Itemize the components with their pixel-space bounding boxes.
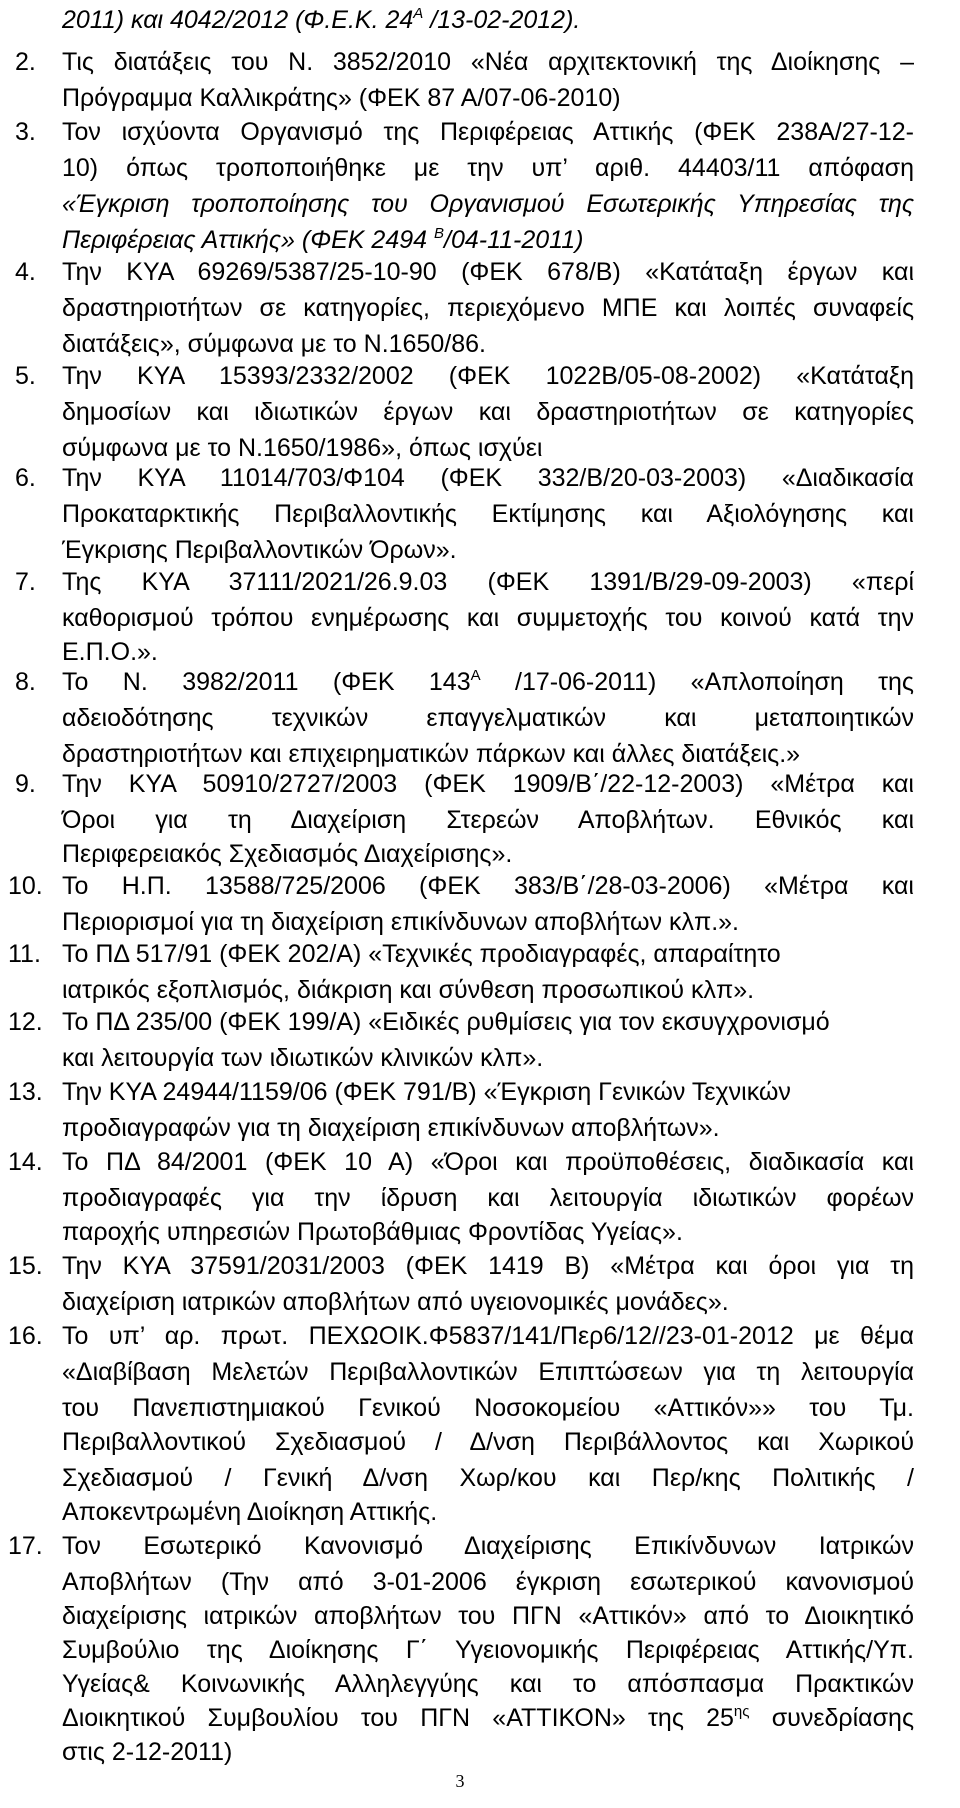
superscript: Α [413,5,424,22]
list-item-line [62,222,583,258]
list-item-line: Το υπ’ αρ. πρωτ. ΠΕΧΩΟΙΚ.Φ5837/141/Περ6/12//23-01-2012 με θέμα [62,1322,914,1350]
list-item-line: Υγείας& Κοινωνικής Αλληλεγγύης και το απόσπασμα Πρακτικών [62,1670,914,1698]
list-item-line: «Διαβίβαση Μελετών Περιβαλλοντικών Επιπτώσεων για τη λειτουργία [62,1358,914,1386]
list-item-line: διαχείριση ιατρικών αποβλήτων από υγειονομικές μονάδες». [62,1288,729,1316]
list-number: 4. [15,258,36,286]
page-number: 3 [455,1771,465,1791]
list-item-line: Ε.Π.Ο.». [62,638,158,666]
list-item-line: Συμβούλιο της Διοίκησης Γ΄ Υγειονομικής Περιφέρειας Αττικής/Υπ. [62,1636,914,1664]
superscript: Β [434,225,445,242]
list-item-line: Τον ισχύοντα Οργανισμό της Περιφέρειας Αττικής (ΦΕΚ 238Α/27-12- [62,118,914,146]
list-item-line: Το ΠΔ 84/2001 (ΦΕΚ 10 Α) «Όροι και προϋποθέσεις, διαδικασία και [62,1148,914,1176]
list-item-line: Την ΚΥΑ 24944/1159/06 (ΦΕΚ 791/Β) «Έγκριση Γενικών Τεχνικών [62,1078,791,1106]
list-item-line [62,1700,914,1736]
text-run: /13-02-2012). [423,6,581,34]
list-item-line: διατάξεις», σύμφωνα με το Ν.1650/86. [62,330,486,358]
list-item-line: προδιαγραφών για τη διαχείριση επικίνδυνων αποβλήτων». [62,1114,720,1142]
list-number: 8. [15,668,36,696]
list-item-line: Την ΚΥΑ 37591/2031/2003 (ΦΕΚ 1419 Β) «Μέτρα και όροι για τη [62,1252,914,1280]
list-number: 17. [8,1532,43,1560]
list-item-line: Τον Εσωτερικό Κανονισμό Διαχείρισης Επικίνδυνων Ιατρικών [62,1532,914,1560]
text-run: 2011) και 4042/2012 (Φ.Ε.Κ. 24 [62,6,414,34]
list-item-line: διαχείρισης ιατρικών αποβλήτων του ΠΓΝ «Αττικόν» από το Διοικητικό [62,1602,914,1630]
list-item-line: Όροι για τη Διαχείριση Στερεών Αποβλήτων. Εθνικός και [62,806,914,834]
list-item-line: Περιορισμοί για τη διαχείριση επικίνδυνων αποβλήτων κλπ.». [62,908,739,936]
list-item-line: ιατρικός εξοπλισμός, διάκριση και σύνθεση προσωπικού κλπ». [62,976,755,1004]
list-item-line: Τις διατάξεις του Ν. 3852/2010 «Νέα αρχιτεκτονική της Διοίκησης – [62,48,914,76]
list-number: 7. [15,568,36,596]
list-item-line: αδειοδότησης τεχνικών επαγγελματικών και μεταποιητικών [62,704,914,732]
list-number: 3. [15,118,36,146]
list-item-line: δραστηριοτήτων σε κατηγορίες, περιεχόμενο ΜΠΕ και λοιπές συναφείς [62,294,914,322]
list-item-line: στις 2-12-2011) [62,1738,233,1766]
list-number: 16. [8,1322,43,1350]
list-item-line: Το Η.Π. 13588/725/2006 (ΦΕΚ 383/Β΄/28-03-2006) «Μέτρα και [62,872,914,900]
list-item-line: Την ΚΥΑ 69269/5387/25-10-90 (ΦΕΚ 678/Β) «Κατάταξη έργων και [62,258,914,286]
list-number: 11. [8,940,41,968]
list-number: 10. [8,872,43,900]
list-item-line: καθορισμού τρόπου ενημέρωσης και συμμετοχής του κοινού κατά την [62,604,914,632]
superscript: ης [733,1703,750,1720]
list-item-line: Την ΚΥΑ 50910/2727/2003 (ΦΕΚ 1909/Β΄/22-12-2003) «Μέτρα και [62,770,914,798]
text-run: Το Ν. 3982/2011 (ΦΕΚ 143 [62,668,471,696]
list-number: 13. [8,1078,43,1106]
continuation-line [62,2,580,38]
list-item-line: Περιφερειακός Σχεδιασμός Διαχείρισης». [62,840,513,868]
list-item-line: Περιβαλλοντικού Σχεδιασμού / Δ/νση Περιβάλλοντος και Χωρικού [62,1428,914,1456]
list-item-line: Το ΠΔ 517/91 (ΦΕΚ 202/Α) «Τεχνικές προδιαγραφές, απαραίτητο [62,940,781,968]
list-item-line: και λειτουργία των ιδιωτικών κλινικών κλπ». [62,1044,544,1072]
list-item-line: Την ΚΥΑ 15393/2332/2002 (ΦΕΚ 1022Β/05-08-2002) «Κατάταξη [62,362,914,390]
list-item-line: 10) όπως τροποποιήθηκε με την υπ’ αριθ. 44403/11 απόφαση [62,154,914,182]
list-number: 14. [8,1148,43,1176]
list-item-line: Πρόγραμμα Καλλικράτης» (ΦΕΚ 87 Α/07-06-2010) [62,84,621,112]
text-run: /17-06-2011) «Απλοποίηση της [480,668,914,696]
list-item-line: Αποκεντρωμένη Διοίκηση Αττικής. [62,1498,438,1526]
text-run: Διοικητικού Συμβουλίου του ΠΓΝ «ΑΤΤΙΚΟΝ» της 25 [62,1704,734,1732]
superscript: Α [470,667,481,684]
text-run: /04-11-2011) [444,226,584,254]
list-item-line: Το ΠΔ 235/00 (ΦΕΚ 199/Α) «Ειδικές ρυθμίσεις για τον εκσυγχρονισμό [62,1008,830,1036]
list-number: 15. [8,1252,43,1280]
list-number: 12. [8,1008,43,1036]
list-item-line: δημοσίων και ιδιωτικών έργων και δραστηριοτήτων σε κατηγορίες [62,398,914,426]
list-number: 2. [15,48,36,76]
list-item-line: δραστηριοτήτων και επιχειρηματικών πάρκων και άλλες διατάξεις.» [62,740,801,768]
list-item-line: Σχεδιασμού / Γενική Δ/νση Χωρ/κου και Περ/κης Πολιτικής / [62,1464,914,1492]
list-number: 5. [15,362,36,390]
list-item-line: «Έγκριση τροποποίησης του Οργανισμού Εσωτερικής Υπηρεσίας της [62,190,914,218]
list-item-line: Έγκρισης Περιβαλλοντικών Όρων». [62,536,457,564]
list-item-line: Της ΚΥΑ 37111/2021/26.9.03 (ΦΕΚ 1391/Β/29-09-2003) «περί [62,568,914,596]
text-run: Περιφέρειας Αττικής» (ΦΕΚ 2494 [62,226,428,254]
text-run: συνεδρίασης [749,1704,914,1732]
list-item-line: προδιαγραφές για την ίδρυση και λειτουργία ιδιωτικών φορέων [62,1184,914,1212]
list-item-line: Προκαταρκτικής Περιβαλλοντικής Εκτίμησης και Αξιολόγησης και [62,500,914,528]
list-item-line [62,664,914,700]
list-item-line: του Πανεπιστημιακού Γενικού Νοσοκομείου «Αττικόν»» του Τμ. [62,1394,914,1422]
list-item-line: Αποβλήτων (Την από 3-01-2006 έγκριση εσωτερικού κανονισμού [62,1568,914,1596]
list-item-line: σύμφωνα με το Ν.1650/1986», όπως ισχύει [62,434,543,462]
list-item-line: παροχής υπηρεσιών Πρωτοβάθμιας Φροντίδας Υγείας». [62,1218,683,1246]
list-number: 9. [15,770,36,798]
list-number: 6. [15,464,36,492]
list-item-line: Την ΚΥΑ 11014/703/Φ104 (ΦΕΚ 332/Β/20-03-2003) «Διαδικασία [62,464,914,492]
